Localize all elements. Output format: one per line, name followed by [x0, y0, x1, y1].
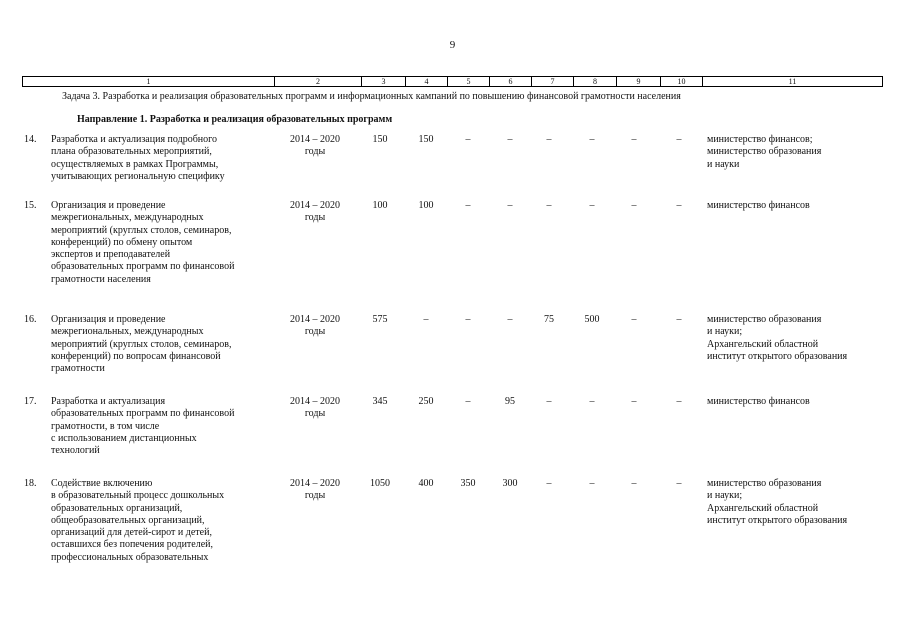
- row-number: 18.: [24, 478, 37, 489]
- column-header-9: 9: [617, 77, 661, 87]
- row-value-col10: –: [676, 478, 682, 489]
- page-number: 9: [449, 39, 456, 51]
- row-value-col10: –: [676, 134, 682, 145]
- row-executor: министерство финансов; министерство образования и науки: [707, 134, 822, 170]
- row-description: Организация и проведение межрегиональных, международных мероприятий (круглых столов, семинаров, конференций) по вопросам финансовой грамотности: [51, 314, 232, 375]
- row-executor: министерство образования и науки; Архангельский областной институт открытого образования: [707, 478, 848, 526]
- row-period: 2014 – 2020 годы: [290, 396, 340, 420]
- row-value-col8: –: [589, 134, 595, 145]
- row-value-col7: –: [546, 478, 552, 489]
- row-description: Организация и проведение межрегиональных, международных мероприятий (круглых столов, семинаров, конференций) по обмену опытом экспертов и преподавателей образовательных программ по финансовой грамотности населения: [51, 200, 235, 285]
- column-header-7: 7: [532, 77, 574, 87]
- row-value-col9: –: [631, 478, 637, 489]
- column-header-8: 8: [574, 77, 617, 87]
- row-description: Разработка и актуализация подробного плана образовательных мероприятий, осуществляемых в рамках Программы, учитывающих региональную специфику: [51, 134, 225, 182]
- row-value-col9: –: [631, 134, 637, 145]
- row-period: 2014 – 2020 годы: [290, 314, 340, 338]
- column-header-11: 11: [703, 77, 883, 87]
- row-value-col8: –: [589, 200, 595, 211]
- row-value-col10: –: [676, 314, 682, 325]
- row-value-col3: 150: [372, 134, 388, 145]
- row-value-col9: –: [631, 396, 637, 407]
- row-value-col5: –: [465, 314, 471, 325]
- row-value-col7: –: [546, 200, 552, 211]
- row-value-col4: 400: [418, 478, 434, 489]
- row-value-col3: 100: [372, 200, 388, 211]
- row-period: 2014 – 2020 годы: [290, 134, 340, 158]
- row-value-col10: –: [676, 396, 682, 407]
- column-header-5: 5: [448, 77, 490, 87]
- row-value-col6: 95: [505, 396, 515, 407]
- row-executor: министерство финансов: [707, 396, 810, 407]
- column-header-6: 6: [490, 77, 532, 87]
- row-value-col5: –: [465, 396, 471, 407]
- row-value-col7: –: [546, 134, 552, 145]
- row-value-col3: 345: [372, 396, 388, 407]
- row-value-col3: 575: [372, 314, 388, 325]
- row-value-col9: –: [631, 314, 637, 325]
- task-title: Задача 3. Разработка и реализация образовательных программ и информационных кампаний по повышению финансовой грамотности населения: [62, 91, 681, 102]
- row-value-col4: –: [423, 314, 429, 325]
- row-value-col6: –: [507, 200, 513, 211]
- row-value-col5: 350: [460, 478, 476, 489]
- row-value-col4: 150: [418, 134, 434, 145]
- column-header-table: [22, 76, 883, 87]
- row-value-col7: 75: [544, 314, 554, 325]
- row-value-col4: 100: [418, 200, 434, 211]
- row-value-col6: –: [507, 314, 513, 325]
- column-header-2: 2: [275, 77, 362, 87]
- column-header-3: 3: [362, 77, 406, 87]
- row-number: 17.: [24, 396, 37, 407]
- row-description: Разработка и актуализация образовательных программ по финансовой грамотности, в том числе с использованием дистанционных технологий: [51, 396, 235, 457]
- direction-title: Направление 1. Разработка и реализация образовательных программ: [77, 114, 393, 125]
- row-period: 2014 – 2020 годы: [290, 478, 340, 502]
- column-header-4: 4: [406, 77, 448, 87]
- row-value-col4: 250: [418, 396, 434, 407]
- row-number: 14.: [24, 134, 37, 145]
- row-number: 16.: [24, 314, 37, 325]
- row-executor: министерство финансов: [707, 200, 810, 211]
- row-executor: министерство образования и науки; Архангельский областной институт открытого образования: [707, 314, 848, 362]
- row-value-col6: 300: [502, 478, 518, 489]
- row-value-col7: –: [546, 396, 552, 407]
- row-value-col8: 500: [584, 314, 600, 325]
- column-header-10: 10: [661, 77, 703, 87]
- row-description: Содействие включению в образовательный процесс дошкольных образовательных организаций, общеобразовательных организаций, организаций для детей-сирот и детей, оставшихся без попечения родителей, профессиональных образовательных: [51, 478, 225, 563]
- row-value-col5: –: [465, 134, 471, 145]
- row-value-col3: 1050: [370, 478, 390, 489]
- row-value-col10: –: [676, 200, 682, 211]
- row-value-col8: –: [589, 396, 595, 407]
- row-value-col5: –: [465, 200, 471, 211]
- row-number: 15.: [24, 200, 37, 211]
- row-value-col8: –: [589, 478, 595, 489]
- row-value-col6: –: [507, 134, 513, 145]
- row-period: 2014 – 2020 годы: [290, 200, 340, 224]
- column-header-1: 1: [23, 77, 275, 87]
- row-value-col9: –: [631, 200, 637, 211]
